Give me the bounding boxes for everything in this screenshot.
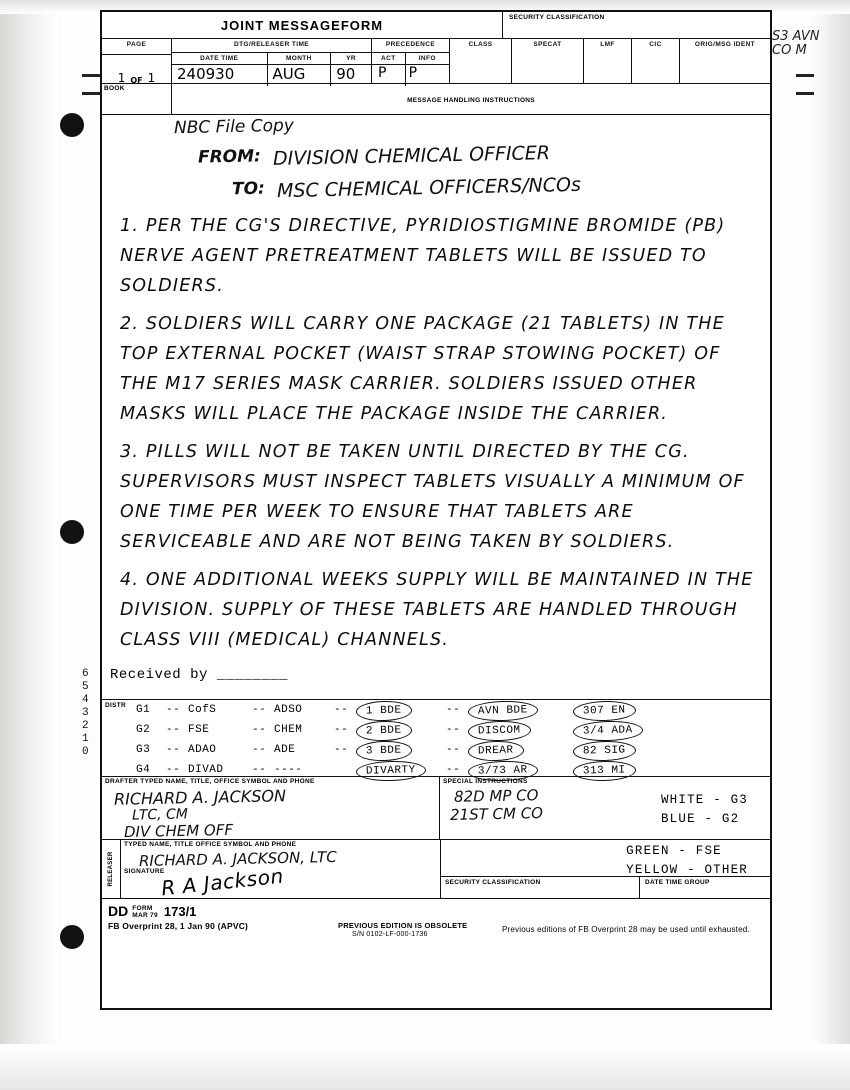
orig-msg-ident-label: ORIG/MSG IDENT [694,41,756,48]
specat-label: SPECAT [533,41,562,48]
cic-label: CIC [649,41,662,48]
drafter-special-row [102,777,770,840]
distr-3bde: 3 BDE [356,740,412,761]
message-paragraph-3: 3. PILLS WILL NOT BE TAKEN UNTIL DIRECTED BY THE CG. SUPERVISORS MUST INSPECT TABLETS VISUALLY A MINIMUM OF ONE TIME PER WEEK TO ENSURE THAT TABLETS ARE SERVICEABLE AND ARE NOT BEING TAKEN BY SOLDIERS. [120,442,745,552]
to-label: TO: [231,178,266,200]
class-block [450,39,512,83]
releaser-block [121,840,441,901]
margin-number: 0 [82,746,89,758]
class-label: CLASS [468,41,493,48]
page-of-word: OF [130,76,143,85]
margin-number: 3 [82,707,89,719]
form-footer [102,899,770,939]
distr-drear: DREAR [468,740,524,761]
specat-block [512,39,584,83]
cic-block [632,39,680,83]
releaser-side-label-block [102,840,121,898]
drafter-block [102,777,440,842]
distr-dash: -- [252,704,267,716]
releaser-side-label: RELEASER [108,851,114,887]
margin-number: 4 [82,694,89,706]
received-by-row [102,659,770,699]
distr-dash: -- [334,704,349,716]
distr-dash: -- [166,744,181,756]
distr-dash: -- [252,724,267,736]
margin-number: 6 [82,668,89,680]
form-title-bar [102,12,770,39]
margin-number-column [82,668,89,759]
distr-3-4-ada: 3/4 ADA [573,720,643,742]
distr-divarty: DIVARTY [356,760,426,782]
security-classification-label: SECURITY CLASSIFICATION [509,14,605,21]
book-label: BOOK [104,85,125,92]
distr-adso: ADSO [274,704,303,716]
message-handling-value: NBC File Copy [173,115,295,139]
precedence-label: PRECEDENCE [372,39,449,53]
dtg-label: DTG/RELEASER TIME [172,39,371,53]
info-value: P [408,65,418,81]
margin-number: 2 [82,720,89,732]
lmf-block [584,39,632,83]
distr-dash: -- [166,724,181,736]
distr-g2: G2 [136,724,151,736]
distr-dash: -- [446,764,461,776]
distr-313-mi: 313 MI [573,760,636,782]
distr-dash: -- [446,704,461,716]
message-body [102,211,770,655]
edge-mark [796,92,814,95]
distr-ade: ADE [274,744,296,756]
lmf-label: LMF [600,41,615,48]
drafter-rank: LTC, CM [131,806,189,824]
distr-82-sig: 82 SIG [573,740,636,762]
releaser-label: TYPED NAME, TITLE OFFICE SYMBOL AND PHONE [124,841,297,848]
distr-dash: -- [334,744,349,756]
info-label: INFO [418,55,436,62]
edge-mark [82,74,100,77]
special-instructions-label: SPECIAL INSTRUCTIONS [443,778,528,785]
date-time-value: 240930 [172,65,268,86]
distr-dash: -- [446,744,461,756]
scan-edge-left [0,0,58,1090]
previous-editions-note: Previous editions of FB Overprint 28 may be used until exhausted. [502,925,750,934]
distr-discom: DISCOM [468,720,531,742]
distr-2bde: 2 BDE [356,720,412,741]
scan-edge-right [810,0,850,1090]
color-key-yellow: YELLOW - OTHER [626,863,748,877]
margin-number: 5 [82,681,89,693]
distr-adao: ADAO [188,744,217,756]
releaser-name: RICHARD A. JACKSON, LTC [138,847,337,871]
special-instructions-line-1: 82D MP CO [453,786,539,806]
bottom-security-classification-label: SECURITY CLASSIFICATION [445,879,541,886]
message-paragraph-4: 4. ONE ADDITIONAL WEEKS SUPPLY WILL BE MAINTAINED IN THE DIVISION. SUPPLY OF THESE TABLETS ARE HANDLED THROUGH CLASS VIII (MEDICAL) CHANNELS. [120,570,754,650]
received-by-label: Received by ________ [110,667,289,683]
distr-dash: -- [252,764,267,776]
date-time-label: DATE TIME [172,53,268,64]
sn-note: S/N 0102-LF-000-1736 [352,931,428,938]
message-paragraph-2: 2. SOLDIERS WILL CARRY ONE PACKAGE (21 TABLETS) IN THE TOP EXTERNAL POCKET (WAIST STRAP STOWING POCKET) OF THE M17 SERIES MASK CARRIER. SOLDIERS ISSUED OTHER MASKS WILL PLACE THE PACKAGE INSIDE THE CARRIER. [120,314,725,424]
month-label: MONTH [268,53,332,64]
scan-edge-bottom [0,1044,850,1090]
message-handling-value-row [102,115,770,145]
margin-number: 1 [82,733,89,745]
color-key-block [441,840,770,898]
special-instructions-block [440,777,770,839]
color-key-white: WHITE - G3 [660,793,748,807]
distr-3-73-ar: 3/73 AR [468,760,538,782]
dd-form-small: FORM MAR 79 [132,905,158,919]
distr-g4: G4 [136,764,151,776]
act-value: P [372,65,406,86]
message-paragraph-1: 1. PER THE CG'S DIRECTIVE, PYRIDIOSTIGMINE BROMIDE (PB) NERVE AGENT PRETREATMENT TABLETS WILL BE ISSUED TO SOLDIERS. [120,216,726,296]
distr-1bde: 1 BDE [356,700,412,721]
distr-g3: G3 [136,744,151,756]
edge-mark [796,74,814,77]
distr-dash: -- [334,724,349,736]
distr-fse: FSE [188,724,210,736]
precedence-block [372,39,450,83]
yr-value: 90 [336,65,356,83]
page-block [102,39,172,83]
distr-dash: -- [166,764,181,776]
distr-chem: CHEM [274,724,303,736]
security-classification-top [503,12,770,38]
message-handling-row [102,84,770,115]
date-time-group-label: DATE TIME GROUP [645,879,710,886]
drafter-name: RICHARD A. JACKSON [113,786,287,809]
drafter-office: DIV CHEM OFF [123,820,234,842]
distr-dash: -- [446,724,461,736]
distr-blank: ---- [274,764,303,776]
header-grid [102,39,770,84]
drafter-label: DRAFTER TYPED NAME, TITLE, OFFICE SYMBOL AND PHONE [105,778,315,785]
message-handling-block [172,84,770,114]
book-block [102,84,172,114]
dtg-block [172,39,372,83]
hole-punch-icon [60,520,84,544]
page-number-current: 1 [117,71,126,85]
from-value: DIVISION CHEMICAL OFFICER [273,142,551,170]
signature-label: SIGNATURE [124,868,165,875]
special-instructions-line-2: 21ST CM CO [449,804,544,824]
distr-avn-bde: AVN BDE [468,700,538,722]
distribution-block [102,699,770,777]
page-number-total: 1 [147,71,156,85]
signature-value: R A Jackson [160,863,285,901]
hole-punch-icon [60,113,84,137]
message-handling-label: MESSAGE HANDLING INSTRUCTIONS [407,97,535,104]
distr-dash: -- [252,744,267,756]
page-label: PAGE [102,39,171,55]
form-title [102,12,503,38]
distr-dash: -- [166,704,181,716]
edge-mark [82,92,100,95]
dd-prefix: DD [108,903,129,919]
distr-307-en: 307 EN [573,700,636,722]
from-label: FROM: [197,146,262,168]
color-key-blue: BLUE - G2 [660,812,740,826]
distr-g1: G1 [136,704,151,716]
yr-label: YR [346,55,357,62]
color-key-green: GREEN - FSE [626,844,722,858]
from-to-block [102,142,770,211]
orig-msg-ident-block [680,39,770,83]
distr-cofs: CofS [188,704,217,716]
previous-edition-note: PREVIOUS EDITION IS OBSOLETE [338,921,468,930]
act-label: ACT [372,53,406,64]
joint-messageform [100,10,772,1010]
month-value: AUG [268,65,332,86]
hole-punch-icon [60,925,84,949]
to-value: MSC CHEMICAL OFFICERS/NCOs [277,173,582,203]
distr-label: DISTR [105,702,126,709]
form-title-text: JOINT MESSAGEFORM [220,17,384,33]
overprint-note: FB Overprint 28, 1 Jan 90 (APVC) [108,921,249,931]
dd-number: 173/1 [163,904,197,919]
distr-divad: DIVAD [188,764,224,776]
margin-note: S3 AVN CO M [772,29,820,58]
releaser-row [102,840,770,899]
